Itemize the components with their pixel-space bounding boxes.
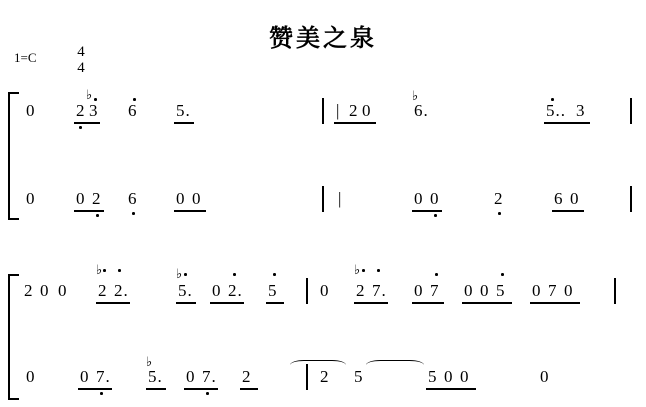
time-signature [72, 44, 90, 76]
duration-beam [426, 388, 476, 390]
duration-beam [174, 122, 194, 124]
time-signature-numerator: 4 [77, 44, 85, 60]
note: 5 [354, 367, 364, 386]
note: 0 [540, 367, 550, 386]
note: 0 [26, 189, 36, 208]
note: 0 [414, 281, 424, 300]
note: 2 [349, 101, 359, 120]
key-signature: 1=C [14, 50, 37, 65]
flat-icon: ♭ [412, 89, 419, 104]
tie-arc [290, 360, 346, 370]
note: 2 [494, 189, 504, 208]
note: 6 [128, 101, 138, 120]
barline [322, 98, 324, 124]
barline [322, 186, 324, 212]
octave-up-dot [435, 273, 438, 276]
note: 7. [372, 281, 387, 300]
note: 0 [186, 367, 196, 386]
duration-beam [334, 122, 376, 124]
note: 7 [548, 281, 558, 300]
note: 0 [176, 189, 186, 208]
page-title: 赞美之泉 [269, 24, 377, 52]
staff-1-upper [0, 88, 646, 134]
duration-beam [412, 210, 442, 212]
note: 0 [532, 281, 542, 300]
note: 7. [96, 367, 111, 386]
staff-1-lower [0, 188, 646, 222]
duration-beam [552, 210, 584, 212]
duration-beam [240, 388, 258, 390]
octave-up-dot [118, 269, 121, 272]
note: 0 [570, 189, 580, 208]
note: 2 [320, 367, 330, 386]
duration-beam [462, 302, 512, 304]
note: 7. [202, 367, 217, 386]
octave-up-dot [377, 269, 380, 272]
note: 2. [114, 281, 129, 300]
duration-beam [174, 210, 206, 212]
note: 2 [24, 281, 34, 300]
note: 5. [148, 367, 163, 386]
note: 0 [26, 367, 36, 386]
note: 2 [242, 367, 252, 386]
note: 2 [92, 189, 102, 208]
octave-down-dot [206, 392, 209, 395]
note: 0 [26, 101, 36, 120]
note: 6 [554, 189, 564, 208]
note: 0 [460, 367, 470, 386]
duration-beam [354, 302, 388, 304]
staff-2-upper [0, 263, 646, 314]
note: 0 [192, 189, 202, 208]
note: 0 [444, 367, 454, 386]
staff-2-lower [0, 355, 646, 400]
time-signature-denominator: 4 [77, 60, 85, 76]
note: 5.. [546, 101, 566, 120]
note: 0 [430, 189, 440, 208]
note: 6. [414, 101, 429, 120]
note: 0 [212, 281, 222, 300]
octave-down-dot [96, 214, 99, 217]
note: 0 [320, 281, 330, 300]
duration-beam [146, 388, 166, 390]
note: 0 [464, 281, 474, 300]
flat-icon: ♭ [146, 355, 153, 370]
duration-beam [74, 210, 104, 212]
note: 2. [228, 281, 243, 300]
duration-beam [78, 388, 112, 390]
duration-beam [74, 122, 100, 124]
barline [306, 278, 308, 304]
tie-arc [366, 360, 424, 370]
barline [630, 98, 632, 124]
octave-down-dot [434, 214, 437, 217]
note: 5 [268, 281, 278, 300]
note: 2 [98, 281, 108, 300]
barline [630, 186, 632, 212]
octave-up-dot [133, 98, 136, 101]
octave-up-dot [233, 273, 236, 276]
note: 7 [430, 281, 440, 300]
duration-beam [544, 122, 590, 124]
note: 6 [128, 189, 138, 208]
note: | [336, 101, 341, 120]
note: | [338, 189, 343, 208]
duration-beam [412, 302, 444, 304]
duration-beam [96, 302, 130, 304]
octave-down-dot [79, 126, 82, 129]
flat-icon: ♭ [354, 263, 361, 278]
note: 3 [576, 101, 586, 120]
flat-icon: ♭ [96, 263, 103, 278]
note: 2 [76, 101, 86, 120]
octave-up-dot [94, 98, 97, 101]
octave-up-dot [551, 98, 554, 101]
duration-beam [210, 302, 244, 304]
octave-up-dot [184, 273, 187, 276]
note: 5. [176, 101, 191, 120]
note: 2 [356, 281, 366, 300]
octave-up-dot [362, 269, 365, 272]
note: 3 [89, 101, 99, 120]
octave-up-dot [273, 273, 276, 276]
note: 0 [362, 101, 372, 120]
barline [614, 278, 616, 304]
note: 0 [58, 281, 68, 300]
flat-icon: ♭ [176, 267, 183, 282]
duration-beam [184, 388, 218, 390]
octave-up-dot [103, 269, 106, 272]
note: 0 [480, 281, 490, 300]
flat-icon: ♭ [86, 88, 93, 103]
note: 0 [564, 281, 574, 300]
note: 0 [76, 189, 86, 208]
octave-down-dot [498, 212, 501, 215]
note: 5 [428, 367, 438, 386]
octave-up-dot [501, 273, 504, 276]
duration-beam [176, 302, 196, 304]
note: 5. [178, 281, 193, 300]
duration-beam [530, 302, 580, 304]
note: 0 [40, 281, 50, 300]
note: 0 [414, 189, 424, 208]
duration-beam [266, 302, 284, 304]
note: 0 [80, 367, 90, 386]
octave-down-dot [100, 392, 103, 395]
octave-down-dot [132, 212, 135, 215]
note: 5 [496, 281, 506, 300]
